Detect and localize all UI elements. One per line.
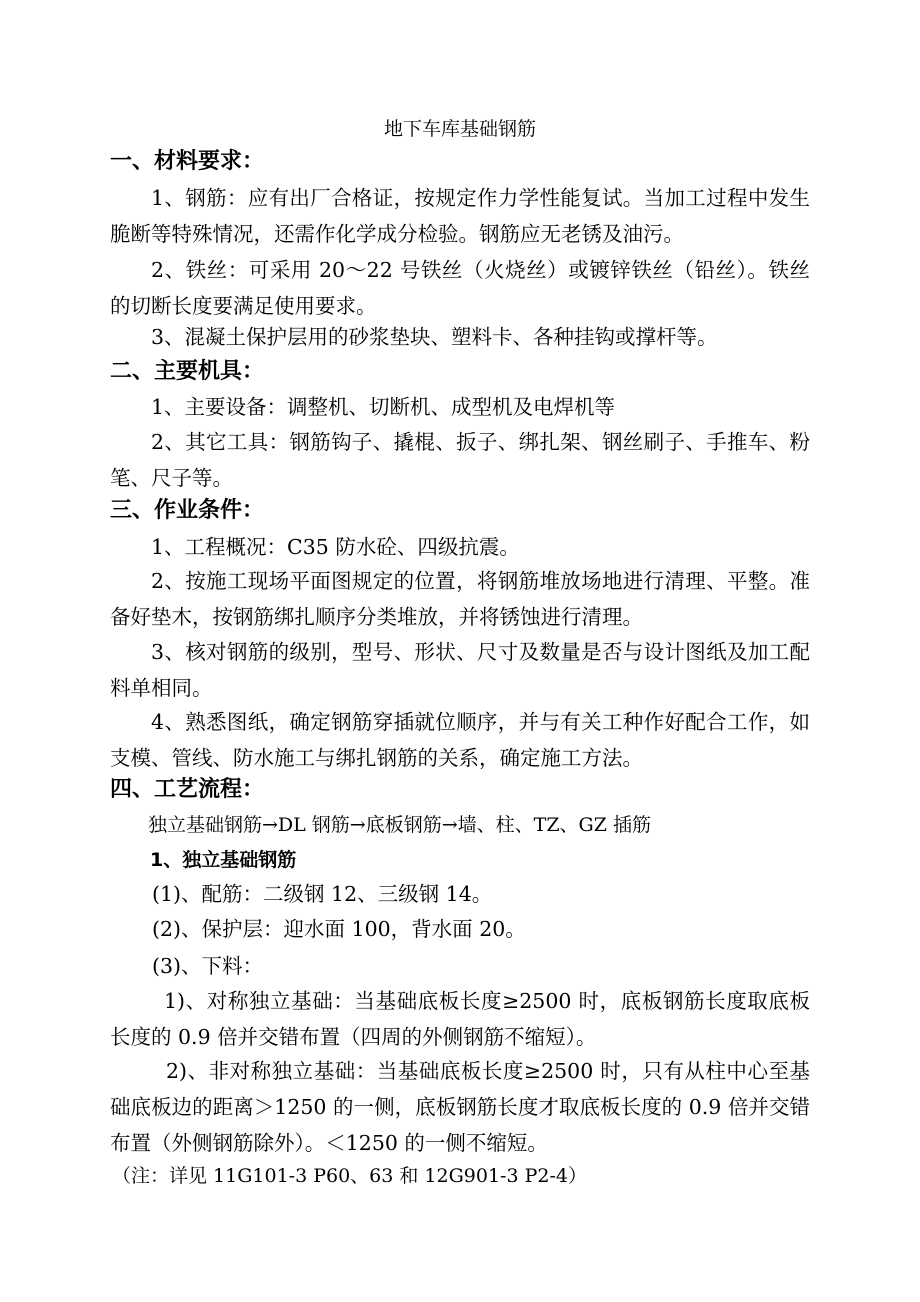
line-cover: (2)、保护层：迎水面 100，背水面 20。 <box>152 917 526 941</box>
paragraph-asymmetric-footing: 2)、非对称独立基础：当基础底板长度≥2500 时，只有从柱中心至基础底板边的距离＞1250 的一侧，底板钢筋长度才取底板长度的 0.9 倍并交错布置（外侧钢筋除外）。＜1250 的一侧不缩短。 <box>110 1059 810 1155</box>
note-reference: （注：详见 11G101-3 P60、63 和 12G901-3 P2-4） <box>112 1165 587 1187</box>
subheading-isolated-footing: 1、独立基础钢筋 <box>150 849 297 871</box>
paragraph-site-prep: 2、按施工现场平面图规定的位置，将钢筋堆放场地进行清理、平整。准备好垫木，按钢筋绑扎顺序分类堆放，并将锈蚀进行清理。 <box>110 569 810 629</box>
paragraph-main-equipment: 1、主要设备：调整机、切断机、成型机及电焊机等 <box>151 395 616 419</box>
section-heading-materials: 一、材料要求： <box>110 149 265 174</box>
document-title: 地下车库基础钢筋 <box>383 118 536 140</box>
paragraph-other-tools: 2、其它工具：钢筋钩子、撬棍、扳子、绑扎架、钢丝刷子、手推车、粉笔、尺子等。 <box>110 430 810 490</box>
section-heading-conditions: 三、作业条件： <box>110 498 265 523</box>
paragraph-wire: 2、铁丝：可采用 20～22 号铁丝（火烧丝）或镀锌铁丝（铅丝）。铁丝的切断长度要满足使用要求。 <box>110 258 810 318</box>
paragraph-check-rebar: 3、核对钢筋的级别，型号、形状、尺寸及数量是否与设计图纸及加工配料单相同。 <box>110 640 810 700</box>
line-reinforcement: (1)、配筋：二级钢 12、三级钢 14。 <box>152 882 493 906</box>
paragraph-spacers: 3、混凝土保护层用的砂浆垫块、塑料卡、各种挂钩或撑杆等。 <box>151 325 718 349</box>
paragraph-steel: 1、钢筋：应有出厂合格证，按规定作力学性能复试。当加工过程中发生脆断等特殊情况，还需作化学成分检验。钢筋应无老锈及油污。 <box>110 186 810 246</box>
paragraph-project-overview: 1、工程概况：C35 防水砼、四级抗震。 <box>151 535 520 559</box>
line-cutting: (3)、下料： <box>152 954 264 978</box>
section-heading-tools: 二、主要机具： <box>110 359 265 384</box>
section-heading-process: 四、工艺流程： <box>110 777 265 802</box>
paragraph-symmetric-footing: 1)、对称独立基础：当基础底板长度≥2500 时，底板钢筋长度取底板长度的 0.9 倍并交错布置（四周的外侧钢筋不缩短）。 <box>110 989 810 1049</box>
process-flow: 独立基础钢筋→DL 钢筋→底板钢筋→墙、柱、TZ、GZ 插筋 <box>148 814 651 836</box>
paragraph-drawings: 4、熟悉图纸，确定钢筋穿插就位顺序，并与有关工种作好配合工作，如支模、管线、防水施工与绑扎钢筋的关系，确定施工方法。 <box>110 710 810 770</box>
